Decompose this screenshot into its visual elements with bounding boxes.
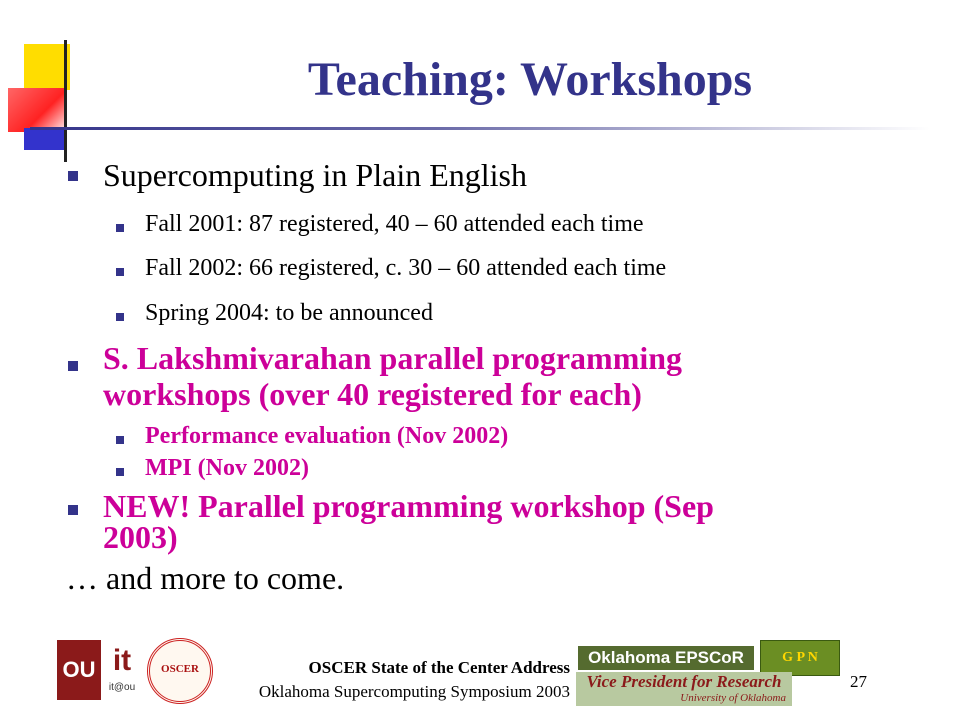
oscer-seal-logo [147, 638, 213, 704]
epscor-logo [578, 646, 754, 670]
ou-logo-text: OU [62, 657, 96, 682]
epscor-logo-text: Oklahoma EPSCoR [588, 648, 744, 667]
footer-subtitle: Oklahoma Supercomputing Symposium 2003 [258, 682, 570, 701]
bullet-item: S. Lakshmivarahan parallel programming [103, 340, 683, 376]
vpr-logo-subtext: University of Oklahoma [680, 692, 786, 704]
bullet-item-continued: workshops (over 40 registered for each) [103, 376, 642, 412]
deco-blue-square [24, 128, 64, 150]
footer-title: OSCER State of the Center Address [308, 658, 570, 677]
bullet-marker [68, 361, 78, 371]
bullet-item: NEW! Parallel programming workshop (Sep [103, 488, 714, 524]
bullet-marker [68, 171, 78, 181]
sub-bullet-item: Spring 2004: to be announced [145, 300, 433, 326]
deco-vertical-line [64, 40, 67, 162]
bullet-item-continued: 2003) [103, 519, 178, 555]
sub-bullet-item: Performance evaluation (Nov 2002) [145, 423, 509, 449]
title-rule [30, 127, 930, 130]
it-logo [102, 640, 142, 700]
vpr-logo [576, 672, 792, 706]
it-logo-subtext: it@ou [108, 682, 136, 693]
gpn-logo [760, 640, 840, 676]
sub-bullet-item: Fall 2002: 66 registered, c. 30 – 60 attended each time [145, 255, 667, 281]
it-logo-text: it [112, 644, 132, 677]
bullet-marker [116, 313, 124, 321]
bullet-marker [116, 468, 124, 476]
oscer-seal-text: OSCER [161, 663, 199, 675]
closing-line: … and more to come. [66, 560, 345, 596]
bullet-marker [116, 268, 124, 276]
vpr-logo-text: Vice President for Research [586, 672, 782, 691]
sub-bullet-item: Fall 2001: 87 registered, 40 – 60 attended each time [145, 211, 644, 237]
bullet-marker [68, 505, 78, 515]
bullet-marker [116, 436, 124, 444]
sub-bullet-item: MPI (Nov 2002) [145, 455, 309, 481]
slide-title: Teaching: Workshops [307, 53, 753, 106]
gpn-logo-text: G P N [782, 650, 818, 665]
deco-red-square [8, 88, 64, 132]
page-number: 27 [850, 672, 867, 691]
bullet-marker [116, 224, 124, 232]
ou-logo [57, 640, 101, 700]
bullet-item: Supercomputing in Plain English [103, 157, 527, 193]
